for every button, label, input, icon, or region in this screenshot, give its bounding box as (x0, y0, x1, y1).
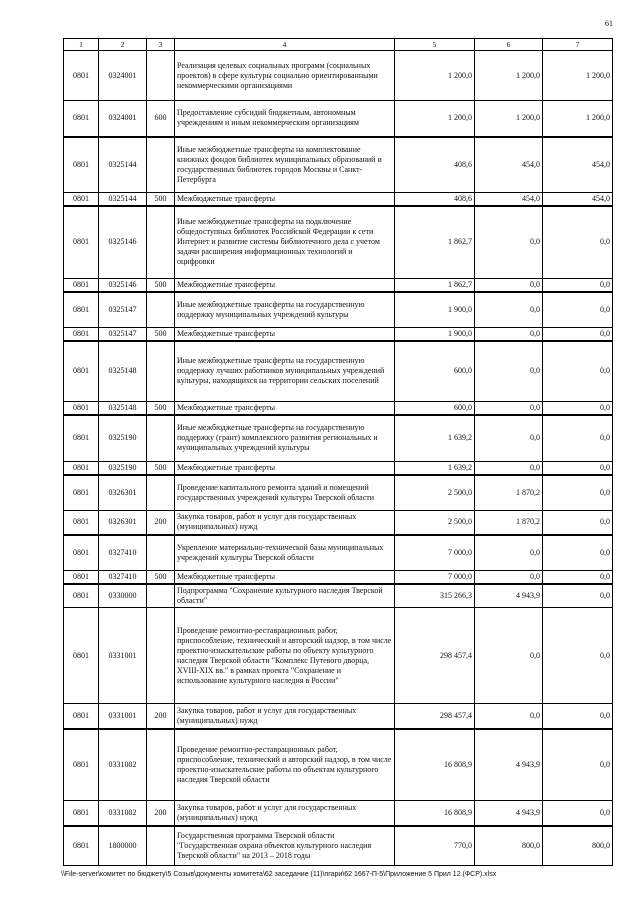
row-value-col7: 0,0 (543, 328, 613, 342)
row-code: 0801 (64, 584, 99, 608)
row-value-col5: 1 900,0 (395, 292, 475, 328)
row-description: Закупка товаров, работ и услуг для государственных (муниципальных) нужд (175, 801, 395, 826)
row-code: 0801 (64, 608, 99, 704)
row-value-col5: 1 200,0 (395, 101, 475, 137)
row-program-code: 0325144 (99, 193, 147, 207)
table-row (64, 415, 613, 462)
row-code: 0801 (64, 801, 99, 826)
table-row (64, 341, 613, 401)
row-value-col5: 1 862,7 (395, 278, 475, 292)
row-description: Закупка товаров, работ и услуг для государственных (муниципальных) нужд (175, 704, 395, 729)
row-program-code: 0327410 (99, 535, 147, 570)
row-value-col6: 800,0 (475, 826, 543, 866)
row-value-col5: 2 500,0 (395, 510, 475, 535)
col-header-2: 2 (99, 39, 147, 51)
row-code: 0801 (64, 137, 99, 193)
row-value-col5: 1 639,2 (395, 462, 475, 476)
row-value-col7: 0,0 (543, 341, 613, 401)
row-value-col7: 0,0 (543, 475, 613, 510)
row-value-col7: 0,0 (543, 801, 613, 826)
col-header-1: 1 (64, 39, 99, 51)
row-code: 0801 (64, 51, 99, 101)
row-description: Предоставление субсидий бюджетным, автономным учреждениям и иным некоммерческим организациям (175, 101, 395, 137)
row-description: Государственная программа Тверской области "Государственная охрана объектов культурного наследия Тверской области" на 2013 – 2018 годы (175, 826, 395, 866)
row-value-col6: 0,0 (475, 341, 543, 401)
row-expense-type: 500 (147, 328, 175, 342)
row-code: 0801 (64, 206, 99, 278)
row-expense-type (147, 415, 175, 462)
row-value-col6: 1 200,0 (475, 51, 543, 101)
col-header-4: 4 (175, 39, 395, 51)
row-program-code: 0330000 (99, 584, 147, 608)
row-description: Укрепление материально-технической базы муниципальных учреждений культуры Тверской области (175, 535, 395, 570)
row-expense-type: 500 (147, 570, 175, 584)
row-description: Иные межбюджетные трансферты на подключение общедоступных библиотек Российской Федерации к сети Интернет и развитие системы библиотечного дела с учетом задачи расширения информационных технологий и оцифровки (175, 206, 395, 278)
row-description: Межбюджетные трансферты (175, 193, 395, 207)
row-code: 0801 (64, 292, 99, 328)
table-row (64, 535, 613, 570)
row-program-code: 0331002 (99, 801, 147, 826)
row-code: 0801 (64, 510, 99, 535)
row-description: Подпрограмма "Сохранение культурного наследия Тверской области" (175, 584, 395, 608)
row-value-col6: 1 870,2 (475, 475, 543, 510)
table-row (64, 475, 613, 510)
row-value-col6: 0,0 (475, 328, 543, 342)
row-program-code: 0326301 (99, 475, 147, 510)
row-value-col5: 1 200,0 (395, 51, 475, 101)
row-program-code: 0325146 (99, 206, 147, 278)
row-value-col7: 0,0 (543, 570, 613, 584)
row-expense-type (147, 51, 175, 101)
row-value-col7: 0,0 (543, 206, 613, 278)
row-description: Проведение капитального ремонта зданий и помещений государственных учреждений культуры Тверской области (175, 475, 395, 510)
row-value-col5: 16 808,9 (395, 801, 475, 826)
row-expense-type (147, 535, 175, 570)
row-value-col5: 7 000,0 (395, 535, 475, 570)
row-program-code: 0325146 (99, 278, 147, 292)
row-expense-type: 500 (147, 193, 175, 207)
row-value-col6: 0,0 (475, 401, 543, 415)
table-row (64, 729, 613, 801)
row-value-col6: 0,0 (475, 535, 543, 570)
table-row (64, 608, 613, 704)
row-value-col7: 0,0 (543, 704, 613, 729)
row-code: 0801 (64, 193, 99, 207)
row-description: Межбюджетные трансферты (175, 278, 395, 292)
col-header-6: 6 (475, 39, 543, 51)
row-program-code: 0325148 (99, 341, 147, 401)
table-row (64, 584, 613, 608)
table-row (64, 570, 613, 584)
row-value-col5: 600,0 (395, 341, 475, 401)
row-program-code: 0324001 (99, 51, 147, 101)
row-value-col7: 0,0 (543, 415, 613, 462)
row-program-code: 0325147 (99, 328, 147, 342)
row-value-col5: 16 808,9 (395, 729, 475, 801)
row-value-col6: 0,0 (475, 415, 543, 462)
row-code: 0801 (64, 570, 99, 584)
row-code: 0801 (64, 401, 99, 415)
row-value-col7: 0,0 (543, 510, 613, 535)
row-description: Иные межбюджетные трансферты на комплектование книжных фондов библиотек муниципальных образований и государственных библиотек городов Москвы и Санкт-Петербурга (175, 137, 395, 193)
row-expense-type (147, 341, 175, 401)
row-value-col5: 1 639,2 (395, 415, 475, 462)
table-row (64, 510, 613, 535)
row-value-col5: 770,0 (395, 826, 475, 866)
row-program-code: 0331001 (99, 704, 147, 729)
row-expense-type: 500 (147, 278, 175, 292)
table-row (64, 278, 613, 292)
row-description: Иные межбюджетные трансферты на государственную поддержку муниципальных учреждений культуры (175, 292, 395, 328)
table-row (64, 206, 613, 278)
row-description: Межбюджетные трансферты (175, 328, 395, 342)
footer-file-path: \\File-server\комитет по бюджету\5 Созыв\документы комитета\62 заседание (11)\пгари\62 1667-П-5\Приложение 5 Прил 12 (ФСР).xlsx (61, 871, 497, 878)
row-code: 0801 (64, 729, 99, 801)
table-row (64, 462, 613, 476)
row-value-col6: 4 943,9 (475, 801, 543, 826)
row-value-col6: 1 870,2 (475, 510, 543, 535)
row-value-col6: 4 943,9 (475, 729, 543, 801)
row-expense-type (147, 584, 175, 608)
table-row (64, 826, 613, 866)
row-code: 0801 (64, 826, 99, 866)
row-value-col7: 454,0 (543, 193, 613, 207)
table-row (64, 193, 613, 207)
table-row (64, 401, 613, 415)
row-expense-type: 200 (147, 801, 175, 826)
row-value-col7: 0,0 (543, 608, 613, 704)
row-expense-type (147, 475, 175, 510)
row-program-code: 0325144 (99, 137, 147, 193)
col-header-3: 3 (147, 39, 175, 51)
row-expense-type (147, 292, 175, 328)
row-value-col7: 0,0 (543, 462, 613, 476)
row-value-col6: 0,0 (475, 704, 543, 729)
row-code: 0801 (64, 462, 99, 476)
header-row (64, 39, 613, 51)
col-header-7: 7 (543, 39, 613, 51)
row-value-col7: 0,0 (543, 584, 613, 608)
row-program-code: 1800000 (99, 826, 147, 866)
table-row (64, 137, 613, 193)
row-value-col5: 1 862,7 (395, 206, 475, 278)
col-header-5: 5 (395, 39, 475, 51)
row-value-col7: 0,0 (543, 729, 613, 801)
row-description: Межбюджетные трансферты (175, 570, 395, 584)
row-code: 0801 (64, 475, 99, 510)
table-row (64, 292, 613, 328)
table-row (64, 328, 613, 342)
row-expense-type (147, 206, 175, 278)
row-expense-type: 500 (147, 462, 175, 476)
row-program-code: 0326301 (99, 510, 147, 535)
row-description: Межбюджетные трансферты (175, 462, 395, 476)
row-description: Иные межбюджетные трансферты на государственную поддержку лучших работников муниципальных учреждений культуры, находящихся на территории сельских поселений (175, 341, 395, 401)
row-description: Проведение ремонтно-реставрационных работ, приспособление, технический и авторский надзор, в том числе проектно-изыскательские работы по объекту культурного наследия Тверской области "Комплекс Путевого дворца, XVIII-XIX вв." в рамках проекта "Сохранение и использование культурного наследия в России" (175, 608, 395, 704)
row-value-col6: 0,0 (475, 206, 543, 278)
row-value-col6: 1 200,0 (475, 101, 543, 137)
table-row (64, 51, 613, 101)
row-expense-type (147, 826, 175, 866)
row-value-col5: 2 500,0 (395, 475, 475, 510)
row-value-col5: 600,0 (395, 401, 475, 415)
row-value-col7: 1 200,0 (543, 51, 613, 101)
row-value-col5: 1 900,0 (395, 328, 475, 342)
row-code: 0801 (64, 341, 99, 401)
table-row (64, 101, 613, 137)
row-value-col7: 800,0 (543, 826, 613, 866)
row-description: Иные межбюджетные трансферты на государственную поддержку (грант) комплексного развития региональных и муниципальных учреждений культуры (175, 415, 395, 462)
row-value-col7: 0,0 (543, 278, 613, 292)
row-value-col6: 0,0 (475, 570, 543, 584)
page-number: 61 (605, 19, 613, 28)
row-expense-type (147, 608, 175, 704)
row-value-col6: 454,0 (475, 193, 543, 207)
row-value-col7: 0,0 (543, 535, 613, 570)
row-value-col5: 315 266,3 (395, 584, 475, 608)
row-value-col5: 298 457,4 (395, 704, 475, 729)
row-code: 0801 (64, 535, 99, 570)
row-program-code: 0325147 (99, 292, 147, 328)
row-description: Межбюджетные трансферты (175, 401, 395, 415)
row-value-col7: 454,0 (543, 137, 613, 193)
row-description: Реализация целевых социальных программ (социальных проектов) в сфере культуры социально ориентированными некоммерческими организациями (175, 51, 395, 101)
row-value-col6: 0,0 (475, 462, 543, 476)
row-value-col6: 0,0 (475, 292, 543, 328)
row-code: 0801 (64, 101, 99, 137)
row-program-code: 0331002 (99, 729, 147, 801)
row-expense-type (147, 137, 175, 193)
row-value-col5: 7 000,0 (395, 570, 475, 584)
row-value-col6: 454,0 (475, 137, 543, 193)
row-value-col6: 0,0 (475, 278, 543, 292)
row-value-col5: 408,6 (395, 193, 475, 207)
row-expense-type: 500 (147, 401, 175, 415)
row-value-col7: 0,0 (543, 292, 613, 328)
row-expense-type: 600 (147, 101, 175, 137)
row-code: 0801 (64, 415, 99, 462)
row-code: 0801 (64, 278, 99, 292)
row-value-col6: 4 943,9 (475, 584, 543, 608)
row-value-col5: 408,6 (395, 137, 475, 193)
row-code: 0801 (64, 704, 99, 729)
row-description: Закупка товаров, работ и услуг для государственных (муниципальных) нужд (175, 510, 395, 535)
row-program-code: 0325190 (99, 462, 147, 476)
row-program-code: 0324001 (99, 101, 147, 137)
row-value-col5: 298 457,4 (395, 608, 475, 704)
table-row (64, 801, 613, 826)
row-value-col6: 0,0 (475, 608, 543, 704)
row-code: 0801 (64, 328, 99, 342)
row-value-col7: 1 200,0 (543, 101, 613, 137)
row-program-code: 0325190 (99, 415, 147, 462)
table-row (64, 704, 613, 729)
row-program-code: 0327410 (99, 570, 147, 584)
budget-table (63, 38, 613, 866)
row-expense-type: 200 (147, 510, 175, 535)
row-expense-type: 200 (147, 704, 175, 729)
row-program-code: 0325148 (99, 401, 147, 415)
row-value-col7: 0,0 (543, 401, 613, 415)
row-expense-type (147, 729, 175, 801)
row-program-code: 0331001 (99, 608, 147, 704)
row-description: Проведение ремонтно-реставрационных работ, приспособление, технический и авторский надзор, в том числе проектно-изыскательские работы по объектам культурного наследия Тверской области (175, 729, 395, 801)
